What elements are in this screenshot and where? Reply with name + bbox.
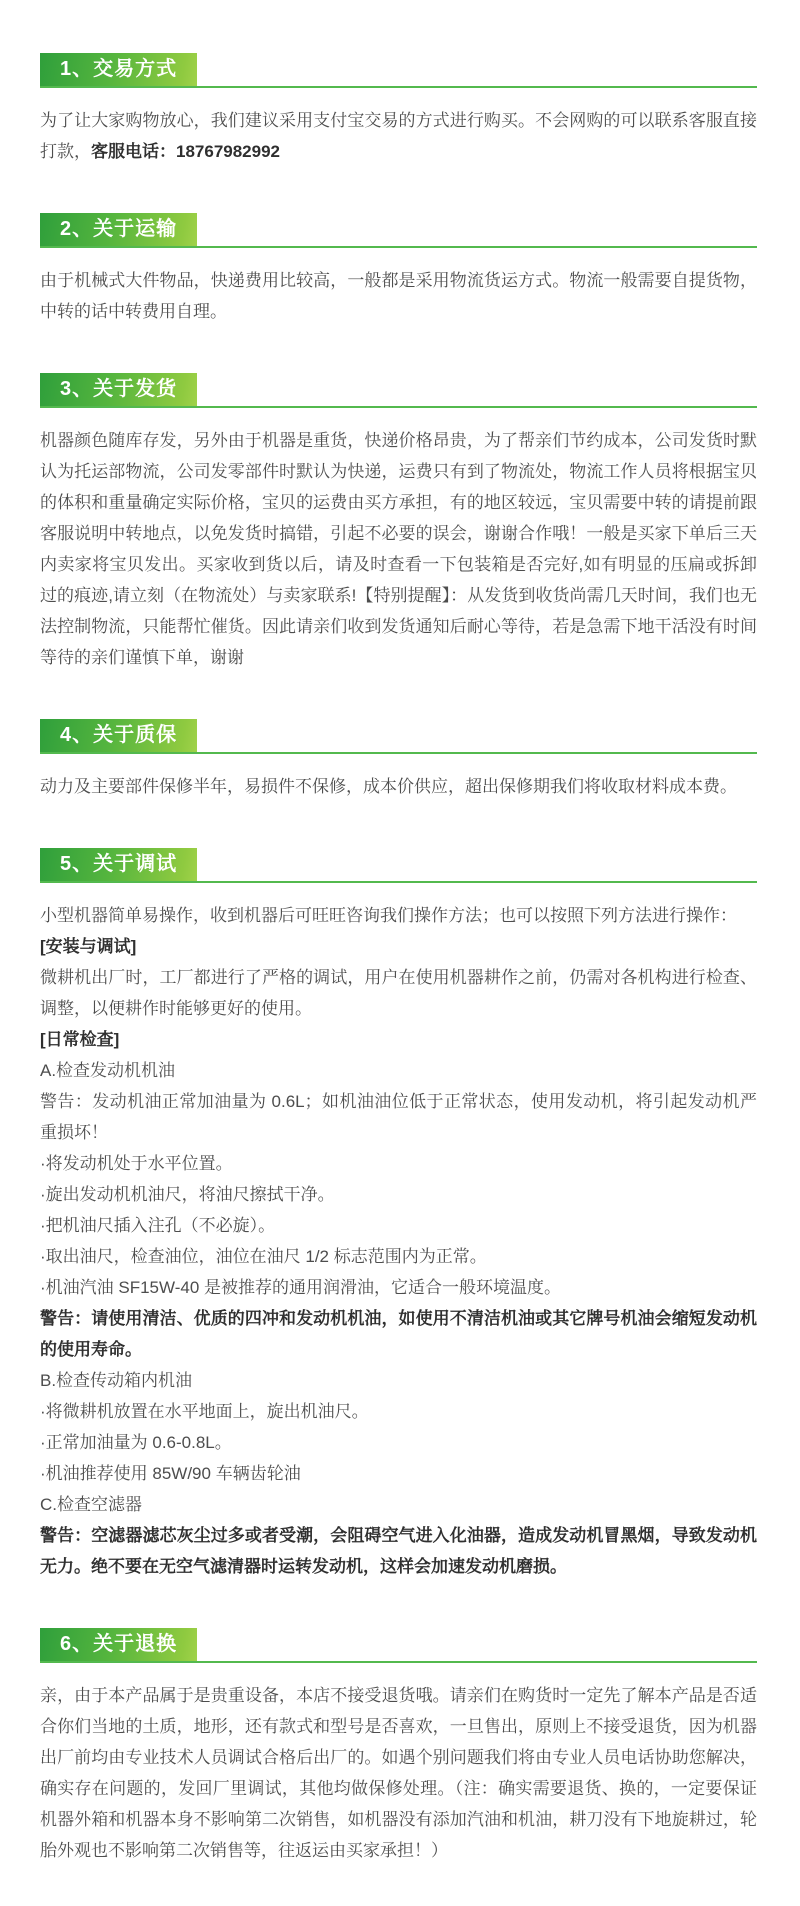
- paragraph: [40, 1241, 757, 1272]
- paragraph: [40, 1458, 757, 1489]
- paragraph: [40, 1148, 757, 1179]
- paragraph: [40, 931, 757, 962]
- section-header: [40, 213, 757, 248]
- paragraph: [40, 265, 757, 327]
- bold-text-run: 警告：空滤器滤芯灰尘过多或者受潮，会阻碍空气进入化油器，造成发动机冒黑烟，导致发动机无力。绝不要在无空气滤清器时运转发动机，这样会加速发动机磨损。: [40, 1526, 757, 1576]
- info-section: [40, 373, 757, 673]
- paragraph: [40, 1272, 757, 1303]
- text-run: B.检查传动箱内机油: [40, 1371, 193, 1390]
- section-title-badge: 1、交易方式: [40, 53, 197, 86]
- text-run: 为了让大家购物放心，我们建议采用支付宝交易的方式进行购买。不会网购的可以联系客服直接打款，: [40, 111, 757, 161]
- paragraph: [40, 1179, 757, 1210]
- section-header: [40, 848, 757, 883]
- info-section: [40, 53, 757, 167]
- info-section: [40, 848, 757, 1582]
- paragraph: [40, 1086, 757, 1148]
- bold-text-run: [安装与调试]: [40, 937, 137, 956]
- section-title-badge: 5、关于调试: [40, 848, 197, 881]
- section-body: [40, 1663, 757, 1866]
- text-run: 亲，由于本产品属于是贵重设备，本店不接受退货哦。请亲们在购货时一定先了解本产品是否适合你们当地的土质，地形，还有款式和型号是否喜欢，一旦售出，原则上不接受退货，因为机器出厂前均由专业技术人员调试合格后出厂的。如遇个别问题我们将由专业人员电话协助您解决，确实存在问题的，发回厂里调试，其他均做保修处理。（注：确实需要退货、换的，一定要保证机器外箱和机器本身不影响第二次销售，如机器没有添加汽油和机油，耕刀没有下地旋耕过，轮胎外观也不影响第二次销售等，往返运由买家承担！）: [40, 1686, 757, 1860]
- section-header: [40, 373, 757, 408]
- paragraph: [40, 425, 757, 673]
- text-run: ·将微耕机放置在水平地面上，旋出机油尺。: [40, 1402, 369, 1421]
- section-body: [40, 88, 757, 167]
- section-body: [40, 883, 757, 1582]
- section-header: [40, 1628, 757, 1663]
- text-run: 微耕机出厂时，工厂都进行了严格的调试，用户在使用机器耕作之前，仍需对各机构进行检查、调整，以便耕作时能够更好的使用。: [40, 968, 757, 1018]
- paragraph: [40, 1489, 757, 1520]
- text-run: ·将发动机处于水平位置。: [40, 1154, 233, 1173]
- notice-sections: [40, 53, 757, 1866]
- text-run: ·取出油尺，检查油位，油位在油尺 1/2 标志范围内为正常。: [40, 1247, 487, 1266]
- paragraph: [40, 1055, 757, 1086]
- paragraph: [40, 771, 757, 802]
- paragraph: [40, 1365, 757, 1396]
- section-title-badge: 6、关于退换: [40, 1628, 197, 1661]
- paragraph: [40, 1680, 757, 1866]
- paragraph: [40, 1396, 757, 1427]
- section-header: [40, 719, 757, 754]
- paragraph: [40, 105, 757, 167]
- section-body: [40, 754, 757, 802]
- section-header: [40, 53, 757, 88]
- bold-text-run: [日常检查]: [40, 1030, 120, 1049]
- text-run: ·机油推荐使用 85W/90 车辆齿轮油: [40, 1464, 301, 1483]
- paragraph: [40, 900, 757, 931]
- text-run: 动力及主要部件保修半年，易损件不保修，成本价供应，超出保修期我们将收取材料成本费。: [40, 777, 737, 796]
- section-body: [40, 408, 757, 673]
- bold-text-run: 客服电话：18767982992: [91, 142, 281, 161]
- section-title-badge: 4、关于质保: [40, 719, 197, 752]
- text-run: ·把机油尺插入注孔（不必旋）。: [40, 1216, 276, 1235]
- text-run: A.检查发动机机油: [40, 1061, 176, 1080]
- section-title-badge: 3、关于发货: [40, 373, 197, 406]
- info-section: [40, 719, 757, 802]
- text-run: 警告：发动机油正常加油量为 0.6L；如机油油位低于正常状态，使用发动机，将引起发动机严重损坏！: [40, 1092, 757, 1142]
- text-run: ·正常加油量为 0.6-0.8L。: [40, 1433, 232, 1452]
- text-run: ·机油汽油 SF15W-40 是被推荐的通用润滑油，它适合一般环境温度。: [40, 1278, 562, 1297]
- info-section: [40, 213, 757, 327]
- paragraph: [40, 1024, 757, 1055]
- text-run: 由于机械式大件物品，快递费用比较高，一般都是采用物流货运方式。物流一般需要自提货物，中转的话中转费用自理。: [40, 271, 757, 321]
- section-title-badge: 2、关于运输: [40, 213, 197, 246]
- paragraph: [40, 1427, 757, 1458]
- paragraph: [40, 1303, 757, 1365]
- paragraph: [40, 962, 757, 1024]
- bold-text-run: 警告：请使用清洁、优质的四冲和发动机机油，如使用不清洁机油或其它牌号机油会缩短发动机的使用寿命。: [40, 1309, 757, 1359]
- section-body: [40, 248, 757, 327]
- text-run: C.检查空滤器: [40, 1495, 142, 1514]
- info-section: [40, 1628, 757, 1866]
- text-run: 小型机器简单易操作，收到机器后可旺旺咨询我们操作方法；也可以按照下列方法进行操作：: [40, 906, 737, 925]
- paragraph: [40, 1210, 757, 1241]
- text-run: ·旋出发动机机油尺，将油尺擦拭干净。: [40, 1185, 335, 1204]
- text-run: 机器颜色随库存发，另外由于机器是重货，快递价格昂贵，为了帮亲们节约成本，公司发货时默认为托运部物流，公司发零部件时默认为快递，运费只有到了物流处，物流工作人员将根据宝贝的体积和重量确定实际价格，宝贝的运费由买方承担，有的地区较远，宝贝需要中转的请提前跟客服说明中转地点，以免发货时搞错，引起不必要的误会，谢谢合作哦！一般是买家下单后三天内卖家将宝贝发出。买家收到货以后，请及时查看一下包装箱是否完好,如有明显的压扁或拆卸过的痕迹,请立刻（在物流处）与卖家联系!【特别提醒】：从发货到收货尚需几天时间，我们也无法控制物流，只能帮忙催货。因此请亲们收到发货通知后耐心等待，若是急需下地干活没有时间等待的亲们谨慎下单，谢谢: [40, 431, 757, 667]
- paragraph: [40, 1520, 757, 1582]
